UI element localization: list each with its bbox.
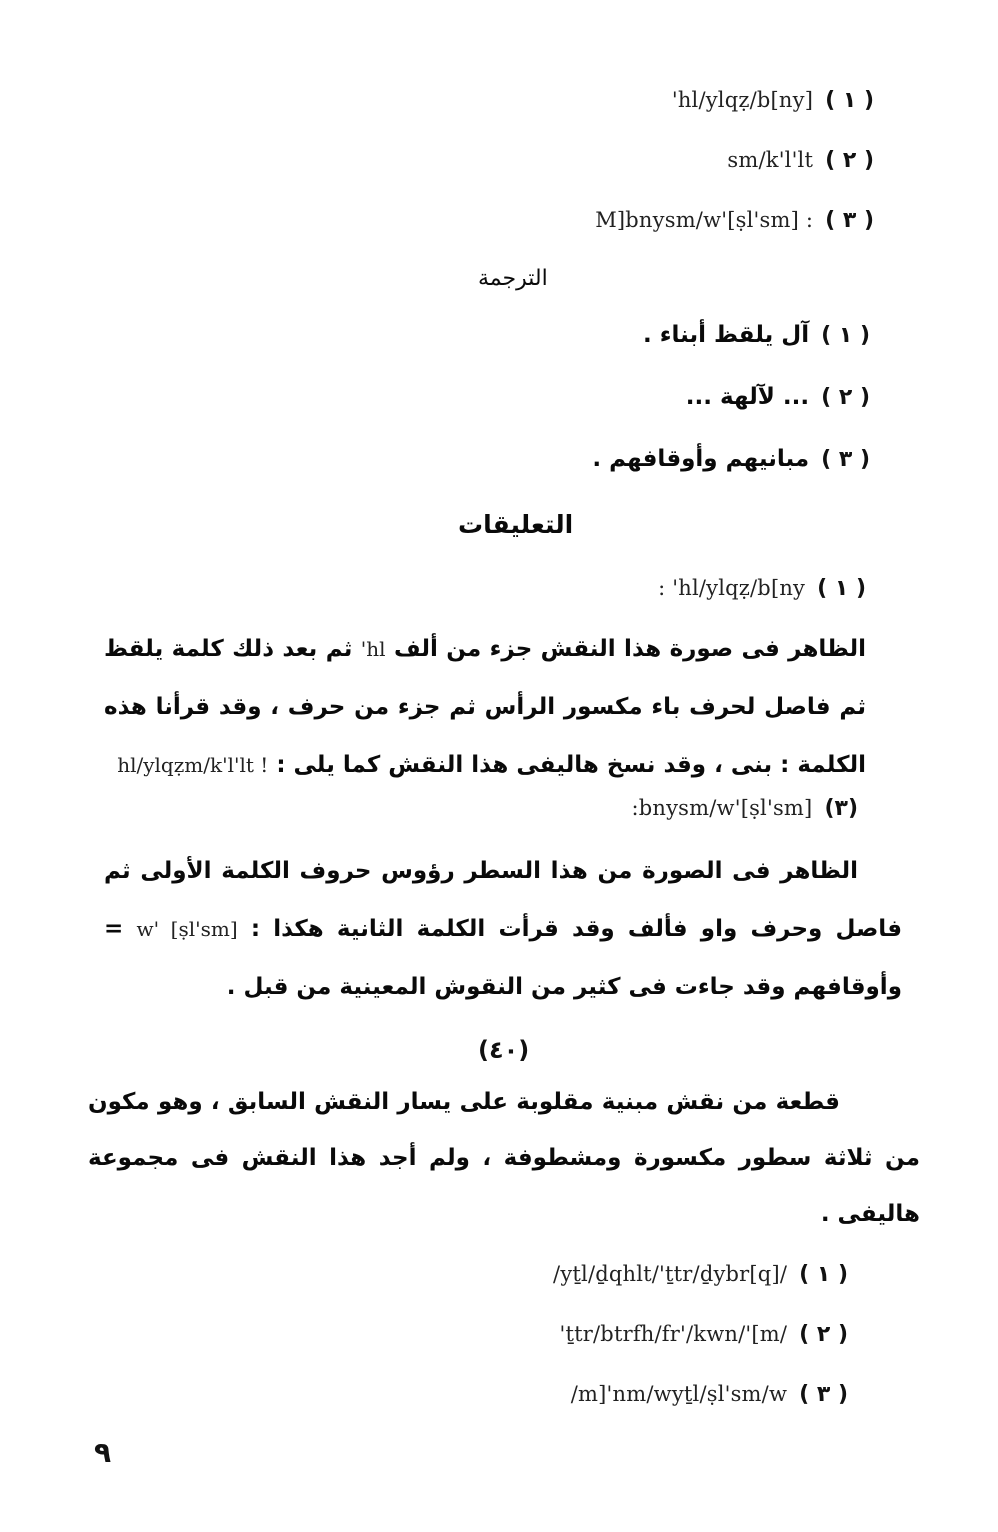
- translit-text: M]bnysm/w'[ṣl'sm] :: [595, 208, 814, 232]
- para-translit: hl/ylqẓm/k'l'lt !: [117, 753, 269, 777]
- translit-line-3: [571, 1382, 848, 1407]
- line-number: ( ١ ): [799, 1262, 848, 1287]
- translit-line-2: [727, 148, 874, 173]
- translit-line-2: [560, 1322, 848, 1347]
- line-number: ( ١ ): [817, 576, 866, 601]
- line-number: ( ١ ): [821, 323, 870, 348]
- translit-text: /m]'nm/wyṯl/ṣl'sm/w: [570, 1382, 788, 1406]
- para-translit: w' [ṣl'sm]: [136, 917, 238, 941]
- translation-block: [470, 322, 870, 482]
- line-number: ( ٣ ): [825, 208, 874, 233]
- line-number: ( ١ ): [825, 88, 874, 113]
- translit-text: /yṯl/ḏqhlt/'ṯtr/ḏybr[q]/: [553, 1262, 788, 1286]
- para-text: ثم بعد ذلك كلمة يلقظ ثم فاصل لحرف باء مكسور الرأس ثم جزء من حرف ، وقد قرأنا هذه الكلمة : بنى ، وقد نسخ هاليفى هذا النقش كما يلى :: [104, 636, 866, 778]
- para-text: الظاهر فى صورة هذا النقش جزء من ألف: [393, 636, 866, 662]
- line-number: ( ٢ ): [825, 148, 874, 173]
- para-text: قطعة من نقش مبنية مقلوبة على يسار النقش السابق ، وهو مكون من ثلاثة سطور مكسورة ومشطوفة ، ولم أجد هذا النقش فى مجموعة هاليفى .: [88, 1089, 920, 1227]
- line-number: ( ٣ ): [799, 1382, 848, 1407]
- commentary-3-paragraph: [104, 842, 902, 1016]
- translation-text: ... لآلهة ...: [685, 384, 810, 410]
- para-text: الظاهر فى الصورة من هذا السطر رؤوس حروف الكلمة الأولى ثم فاصل وحرف واو فألف وقد قرأت الكلمة الثانية هكذا :: [104, 858, 902, 942]
- translation-line-2: [686, 384, 870, 410]
- page-number: ٩: [94, 1436, 112, 1469]
- section-paragraph: [88, 1074, 920, 1242]
- transliteration-block-1: [474, 88, 874, 248]
- para-text: = وأوقافهم وقد جاءت فى كثير من النقوش المعينية من قبل .: [104, 916, 902, 1000]
- commentary-heading: التعليقات: [458, 510, 574, 539]
- para-translit: 'hl: [360, 637, 386, 661]
- commentary-1-paragraph: [104, 620, 866, 794]
- translation-text: مبانيهم وأوقافهم .: [592, 446, 810, 472]
- commentary-1-ref: [658, 576, 866, 601]
- line-number: (٣): [824, 796, 858, 821]
- line-number: ( ٢ ): [799, 1322, 848, 1347]
- line-number: ( ٢ ): [821, 385, 870, 410]
- commentary-ref-text: :bnysm/w'[ṣl'sm]: [631, 796, 813, 820]
- section-number: (٤٠): [478, 1036, 530, 1064]
- translit-line-1: [553, 1262, 848, 1287]
- translit-line-3: [595, 208, 874, 233]
- commentary-3-ref: [631, 796, 858, 821]
- translit-text: 'hl/ylqẓ/b[ny]: [671, 88, 814, 112]
- translit-text: sm/k'l'lt: [727, 148, 814, 172]
- translation-line-3: [592, 446, 870, 472]
- transliteration-block-2: [448, 1262, 848, 1422]
- line-number: ( ٣ ): [821, 447, 870, 472]
- translit-text: 'ṯtr/btrfh/fr'/kwn/'[m/: [559, 1322, 788, 1346]
- translit-line-1: [672, 88, 874, 113]
- translation-heading: الترجمة: [478, 266, 548, 291]
- translation-line-1: [643, 322, 870, 348]
- translation-text: آل يلقظ أبناء .: [643, 322, 810, 348]
- commentary-ref-text: : 'hl/ylqẓ/b[ny: [658, 576, 806, 600]
